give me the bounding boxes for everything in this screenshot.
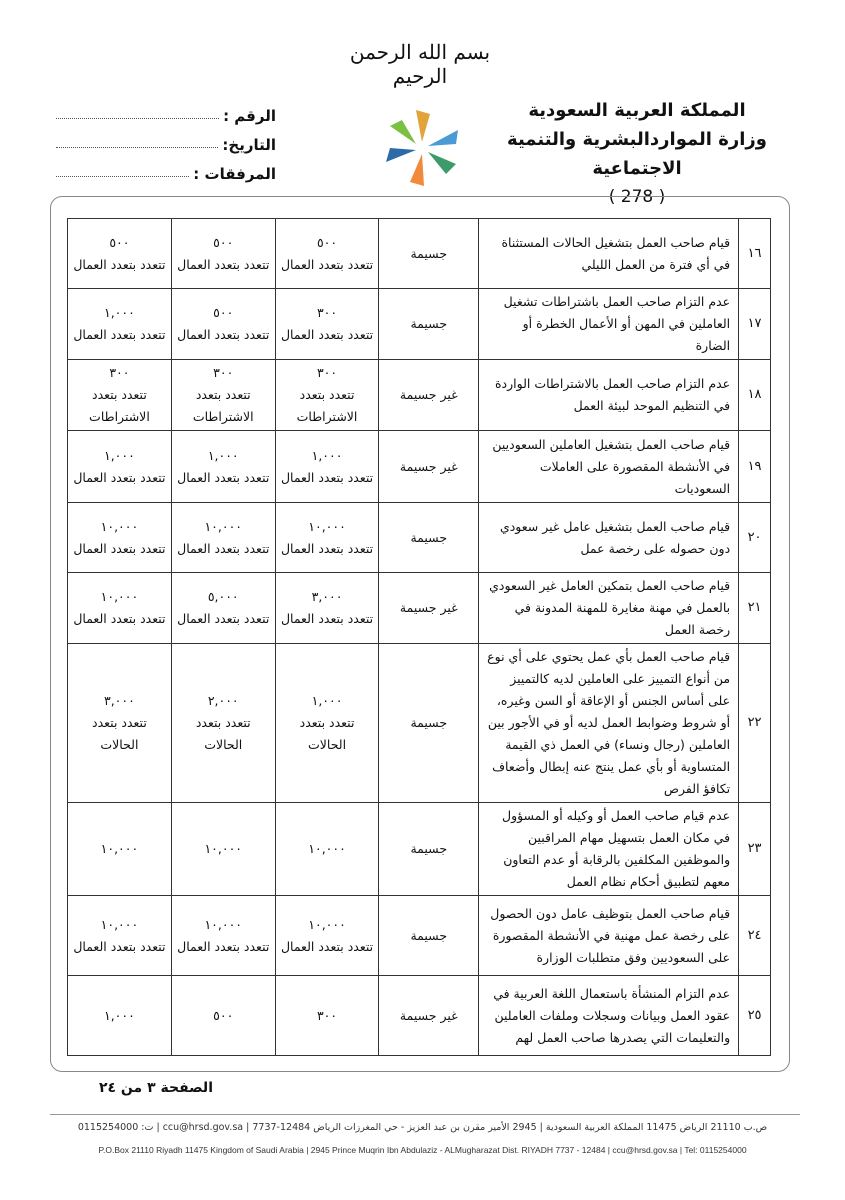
penalty-p1 bbox=[275, 976, 379, 1056]
penalty-multiplier: تتعدد بتعدد العمال bbox=[73, 256, 166, 272]
penalty-p3 bbox=[68, 360, 172, 431]
penalty-p3 bbox=[68, 573, 172, 644]
violation-description: قيام صاحب العمل بتشغيل عامل غير سعودي دون حصوله على رخصة عمل bbox=[479, 503, 739, 573]
penalty-amount: ١٠,٠٠٠ bbox=[308, 841, 346, 856]
penalty-multiplier: تتعدد بتعدد العمال bbox=[73, 938, 166, 954]
penalty-multiplier: تتعدد بتعدد العمال bbox=[73, 540, 166, 556]
table-row bbox=[68, 644, 771, 803]
penalty-multiplier: تتعدد بتعدد العمال bbox=[73, 469, 166, 485]
ministry-logo-icon bbox=[380, 106, 464, 190]
penalty-amount: ٣٠٠ bbox=[213, 365, 234, 380]
penalty-amount: ١,٠٠٠ bbox=[104, 1007, 135, 1023]
footer-arabic-address: ص.ب 21110 الرياض 11475 المملكة العربية السعودية | 2945 الأمير مقرن بن عبد العزيز - حي المغرزات الرياض 12484-7737 | ccu@hrsd.gov.sa | ت: 0115254000 bbox=[77, 1122, 768, 1133]
table-row bbox=[68, 219, 771, 289]
penalty-amount: ٥٠٠ bbox=[213, 234, 234, 250]
penalty-p1 bbox=[275, 289, 379, 360]
penalty-amount: ١٠,٠٠٠ bbox=[308, 916, 346, 932]
penalty-multiplier: تتعدد بتعدد العمال bbox=[280, 540, 374, 556]
penalty-multiplier: تتعدد بتعدد العمال bbox=[177, 611, 270, 626]
penalty-multiplier: تتعدد بتعدد الاشتراطات bbox=[192, 387, 254, 424]
table-row bbox=[68, 573, 771, 644]
penalty-p2 bbox=[171, 360, 275, 431]
penalty-amount: ١,٠٠٠ bbox=[104, 305, 135, 320]
table-row bbox=[68, 976, 771, 1056]
violation-number: ٢٤ bbox=[739, 896, 771, 976]
attachments-field: المرفقات : bbox=[56, 154, 276, 183]
penalty-multiplier: تتعدد بتعدد العمال bbox=[280, 469, 374, 485]
penalty-amount: ١٠,٠٠٠ bbox=[204, 841, 243, 856]
penalty-amount: ١٠,٠٠٠ bbox=[100, 916, 139, 932]
basmala-calligraphy: بسم الله الرحمن الرحيم bbox=[349, 40, 491, 88]
violation-description: قيام صاحب العمل بتمكين العامل غير السعودي بالعمل في مهنة مغايرة للمهنة المدونة في رخصة العمل bbox=[479, 573, 739, 644]
penalty-amount: ٥٠٠ bbox=[109, 234, 130, 250]
penalty-p1 bbox=[275, 644, 379, 803]
violation-description: عدم التزام صاحب العمل باشتراطات تشغيل العاملين في المهن أو الأعمال الخطرة أو الضارة bbox=[479, 289, 739, 360]
ministry-name: وزارة المواردالبشرية والتنمية الاجتماعية bbox=[507, 129, 767, 179]
penalty-multiplier: تتعدد بتعدد العمال bbox=[280, 611, 374, 626]
penalty-amount: ٣٠٠ bbox=[109, 365, 130, 380]
penalty-amount: ٢,٠٠٠ bbox=[207, 693, 239, 708]
penalty-p3 bbox=[68, 431, 172, 503]
country-name: المملكة العربية السعودية bbox=[528, 100, 746, 121]
penalty-amount: ٣٠٠ bbox=[316, 1007, 338, 1023]
penalty-p2 bbox=[171, 431, 275, 503]
footer-divider bbox=[50, 1114, 800, 1115]
penalty-amount: ٣٠٠ bbox=[316, 365, 338, 380]
penalty-p2 bbox=[171, 219, 275, 289]
penalty-p3 bbox=[68, 289, 172, 360]
penalty-amount: ٥٠٠ bbox=[213, 305, 234, 320]
violation-severity: جسيمة bbox=[379, 219, 479, 289]
violation-severity: جسيمة bbox=[379, 896, 479, 976]
penalty-amount: ١٠,٠٠٠ bbox=[204, 916, 243, 932]
document-number: ( 278 ) bbox=[608, 187, 666, 207]
table-row bbox=[68, 896, 771, 976]
penalty-multiplier: تتعدد بتعدد الحالات bbox=[92, 715, 147, 752]
penalty-p1 bbox=[275, 803, 379, 896]
penalty-amount: ١٠,٠٠٠ bbox=[100, 518, 139, 534]
penalty-p2 bbox=[171, 503, 275, 573]
ref-field: الرقم : bbox=[56, 96, 276, 125]
penalty-multiplier: تتعدد بتعدد الاشتراطات bbox=[89, 387, 150, 424]
violation-severity: جسيمة bbox=[379, 644, 479, 803]
violation-severity: غير جسيمة bbox=[379, 976, 479, 1056]
penalty-p3 bbox=[68, 896, 172, 976]
violation-number: ٢٢ bbox=[739, 644, 771, 803]
penalty-multiplier: تتعدد بتعدد العمال bbox=[177, 540, 270, 556]
penalty-multiplier: تتعدد بتعدد العمال bbox=[280, 327, 374, 342]
penalty-amount: ٥٠٠ bbox=[316, 234, 338, 250]
penalty-p3 bbox=[68, 803, 172, 896]
penalty-multiplier: تتعدد بتعدد العمال bbox=[73, 611, 166, 626]
penalty-amount: ٥,٠٠٠ bbox=[207, 589, 239, 604]
penalty-amount: ٣٠٠ bbox=[316, 305, 338, 320]
penalty-multiplier: تتعدد بتعدد الحالات bbox=[195, 715, 251, 752]
violation-description: عدم التزام المنشأة باستعمال اللغة العربية في عقود العمل وبيانات وسجلات وملفات العاملين والتعليمات التي يصدرها صاحب العمل لهم bbox=[479, 976, 739, 1056]
penalty-multiplier: تتعدد بتعدد العمال bbox=[177, 938, 270, 954]
penalty-p2 bbox=[171, 976, 275, 1056]
penalty-amount: ٣,٠٠٠ bbox=[104, 693, 135, 708]
table-row bbox=[68, 431, 771, 503]
violation-number: ٢١ bbox=[739, 573, 771, 644]
penalty-amount: ١,٠٠٠ bbox=[207, 447, 239, 463]
penalty-p3 bbox=[68, 644, 172, 803]
penalty-p3 bbox=[68, 976, 172, 1056]
penalty-amount: ١,٠٠٠ bbox=[104, 447, 135, 463]
penalty-p2 bbox=[171, 289, 275, 360]
penalty-amount: ١,٠٠٠ bbox=[311, 693, 343, 708]
violation-severity: جسيمة bbox=[379, 289, 479, 360]
penalty-multiplier: تتعدد بتعدد العمال bbox=[280, 256, 374, 272]
penalty-p2 bbox=[171, 803, 275, 896]
penalty-multiplier: تتعدد بتعدد العمال bbox=[73, 327, 166, 342]
violation-number: ١٦ bbox=[739, 219, 771, 289]
penalty-multiplier: تتعدد بتعدد الاشتراطات bbox=[296, 387, 358, 424]
penalty-p2 bbox=[171, 644, 275, 803]
violation-severity: غير جسيمة bbox=[379, 573, 479, 644]
penalty-amount: ١٠,٠٠٠ bbox=[308, 518, 346, 534]
penalty-amount: ٣,٠٠٠ bbox=[311, 589, 343, 604]
penalty-multiplier: تتعدد بتعدد العمال bbox=[177, 256, 270, 272]
violations-table bbox=[67, 218, 771, 1056]
violation-number: ٢٠ bbox=[739, 503, 771, 573]
violation-description: قيام صاحب العمل بأي عمل يحتوي على أي نوع من أنواع التمييز على العاملين لديه كالتمييز على أساس الجنس أو الإعاقة أو السن وغيره، أو شروط وضوابط العمل لديه أو في الأجور بين العاملين (رجال ونساء) في العمل ذي القيمة المتساوية أو بأي عمل ينتج عنه إبطال وأضعاف تكافؤ الفرص bbox=[479, 644, 739, 803]
table-row bbox=[68, 289, 771, 360]
violation-description: قيام صاحب العمل بتشغيل الحالات المستثناة في أي فترة من العمل الليلي bbox=[479, 219, 739, 289]
violation-severity: جسيمة bbox=[379, 503, 479, 573]
violation-description: عدم قيام صاحب العمل أو وكيله أو المسؤول في مكان العمل بتسهيل مهام المراقبين والموظفين المكلفين بالرقابة أو عدم التعاون معهم لتطبيق أحكام نظام العمل bbox=[479, 803, 739, 896]
penalty-multiplier: تتعدد بتعدد الحالات bbox=[299, 715, 355, 752]
table-row bbox=[68, 503, 771, 573]
header-organization bbox=[487, 96, 787, 212]
violation-number: ٢٣ bbox=[739, 803, 771, 896]
header-fields bbox=[56, 96, 276, 183]
violation-number: ١٧ bbox=[739, 289, 771, 360]
penalty-multiplier: تتعدد بتعدد العمال bbox=[177, 327, 270, 342]
table-row bbox=[68, 803, 771, 896]
penalty-amount: ١٠,٠٠٠ bbox=[204, 518, 243, 534]
penalty-p1 bbox=[275, 431, 379, 503]
penalty-amount: ٥٠٠ bbox=[213, 1007, 234, 1023]
violation-severity: جسيمة bbox=[379, 803, 479, 896]
violation-number: ٢٥ bbox=[739, 976, 771, 1056]
violation-severity: غير جسيمة bbox=[379, 431, 479, 503]
violation-description: قيام صاحب العمل بتوظيف عامل دون الحصول على رخصة عمل مهنية في الأنشطة المقصورة على السعوديين وفق متطلبات الوزارة bbox=[479, 896, 739, 976]
penalty-p1 bbox=[275, 503, 379, 573]
violation-severity: غير جسيمة bbox=[379, 360, 479, 431]
penalty-multiplier: تتعدد بتعدد العمال bbox=[280, 938, 374, 954]
penalty-amount: ١,٠٠٠ bbox=[311, 447, 343, 463]
violation-number: ١٩ bbox=[739, 431, 771, 503]
penalty-p1 bbox=[275, 219, 379, 289]
footer-english-address: P.O.Box 21110 Riyadh 11475 Kingdom of Saudi Arabia | 2945 Prince Muqrin Ibn Abdulaziz - ALMugharazat Dist. RIYADH 7737 - 12484 | ccu@hrsd.gov.sa | Tel: 0115254000 bbox=[98, 1145, 747, 1155]
date-field: التاريخ: bbox=[56, 125, 276, 154]
page-number: الصفحة ٣ من ٢٤ bbox=[98, 1080, 213, 1096]
penalty-amount: ١٠,٠٠٠ bbox=[100, 841, 139, 856]
penalty-p2 bbox=[171, 573, 275, 644]
penalty-p2 bbox=[171, 896, 275, 976]
penalty-p1 bbox=[275, 896, 379, 976]
table-row bbox=[68, 360, 771, 431]
violation-description: قيام صاحب العمل بتشغيل العاملين السعوديين في الأنشطة المقصورة على العاملات السعوديات bbox=[479, 431, 739, 503]
violation-number: ١٨ bbox=[739, 360, 771, 431]
penalty-p1 bbox=[275, 360, 379, 431]
penalty-p3 bbox=[68, 219, 172, 289]
penalty-multiplier: تتعدد بتعدد العمال bbox=[177, 469, 270, 485]
penalty-amount: ١٠,٠٠٠ bbox=[100, 589, 139, 604]
penalty-p1 bbox=[275, 573, 379, 644]
violation-description: عدم التزام صاحب العمل بالاشتراطات الواردة في التنظيم الموحد لبيئة العمل bbox=[479, 360, 739, 431]
penalty-p3 bbox=[68, 503, 172, 573]
